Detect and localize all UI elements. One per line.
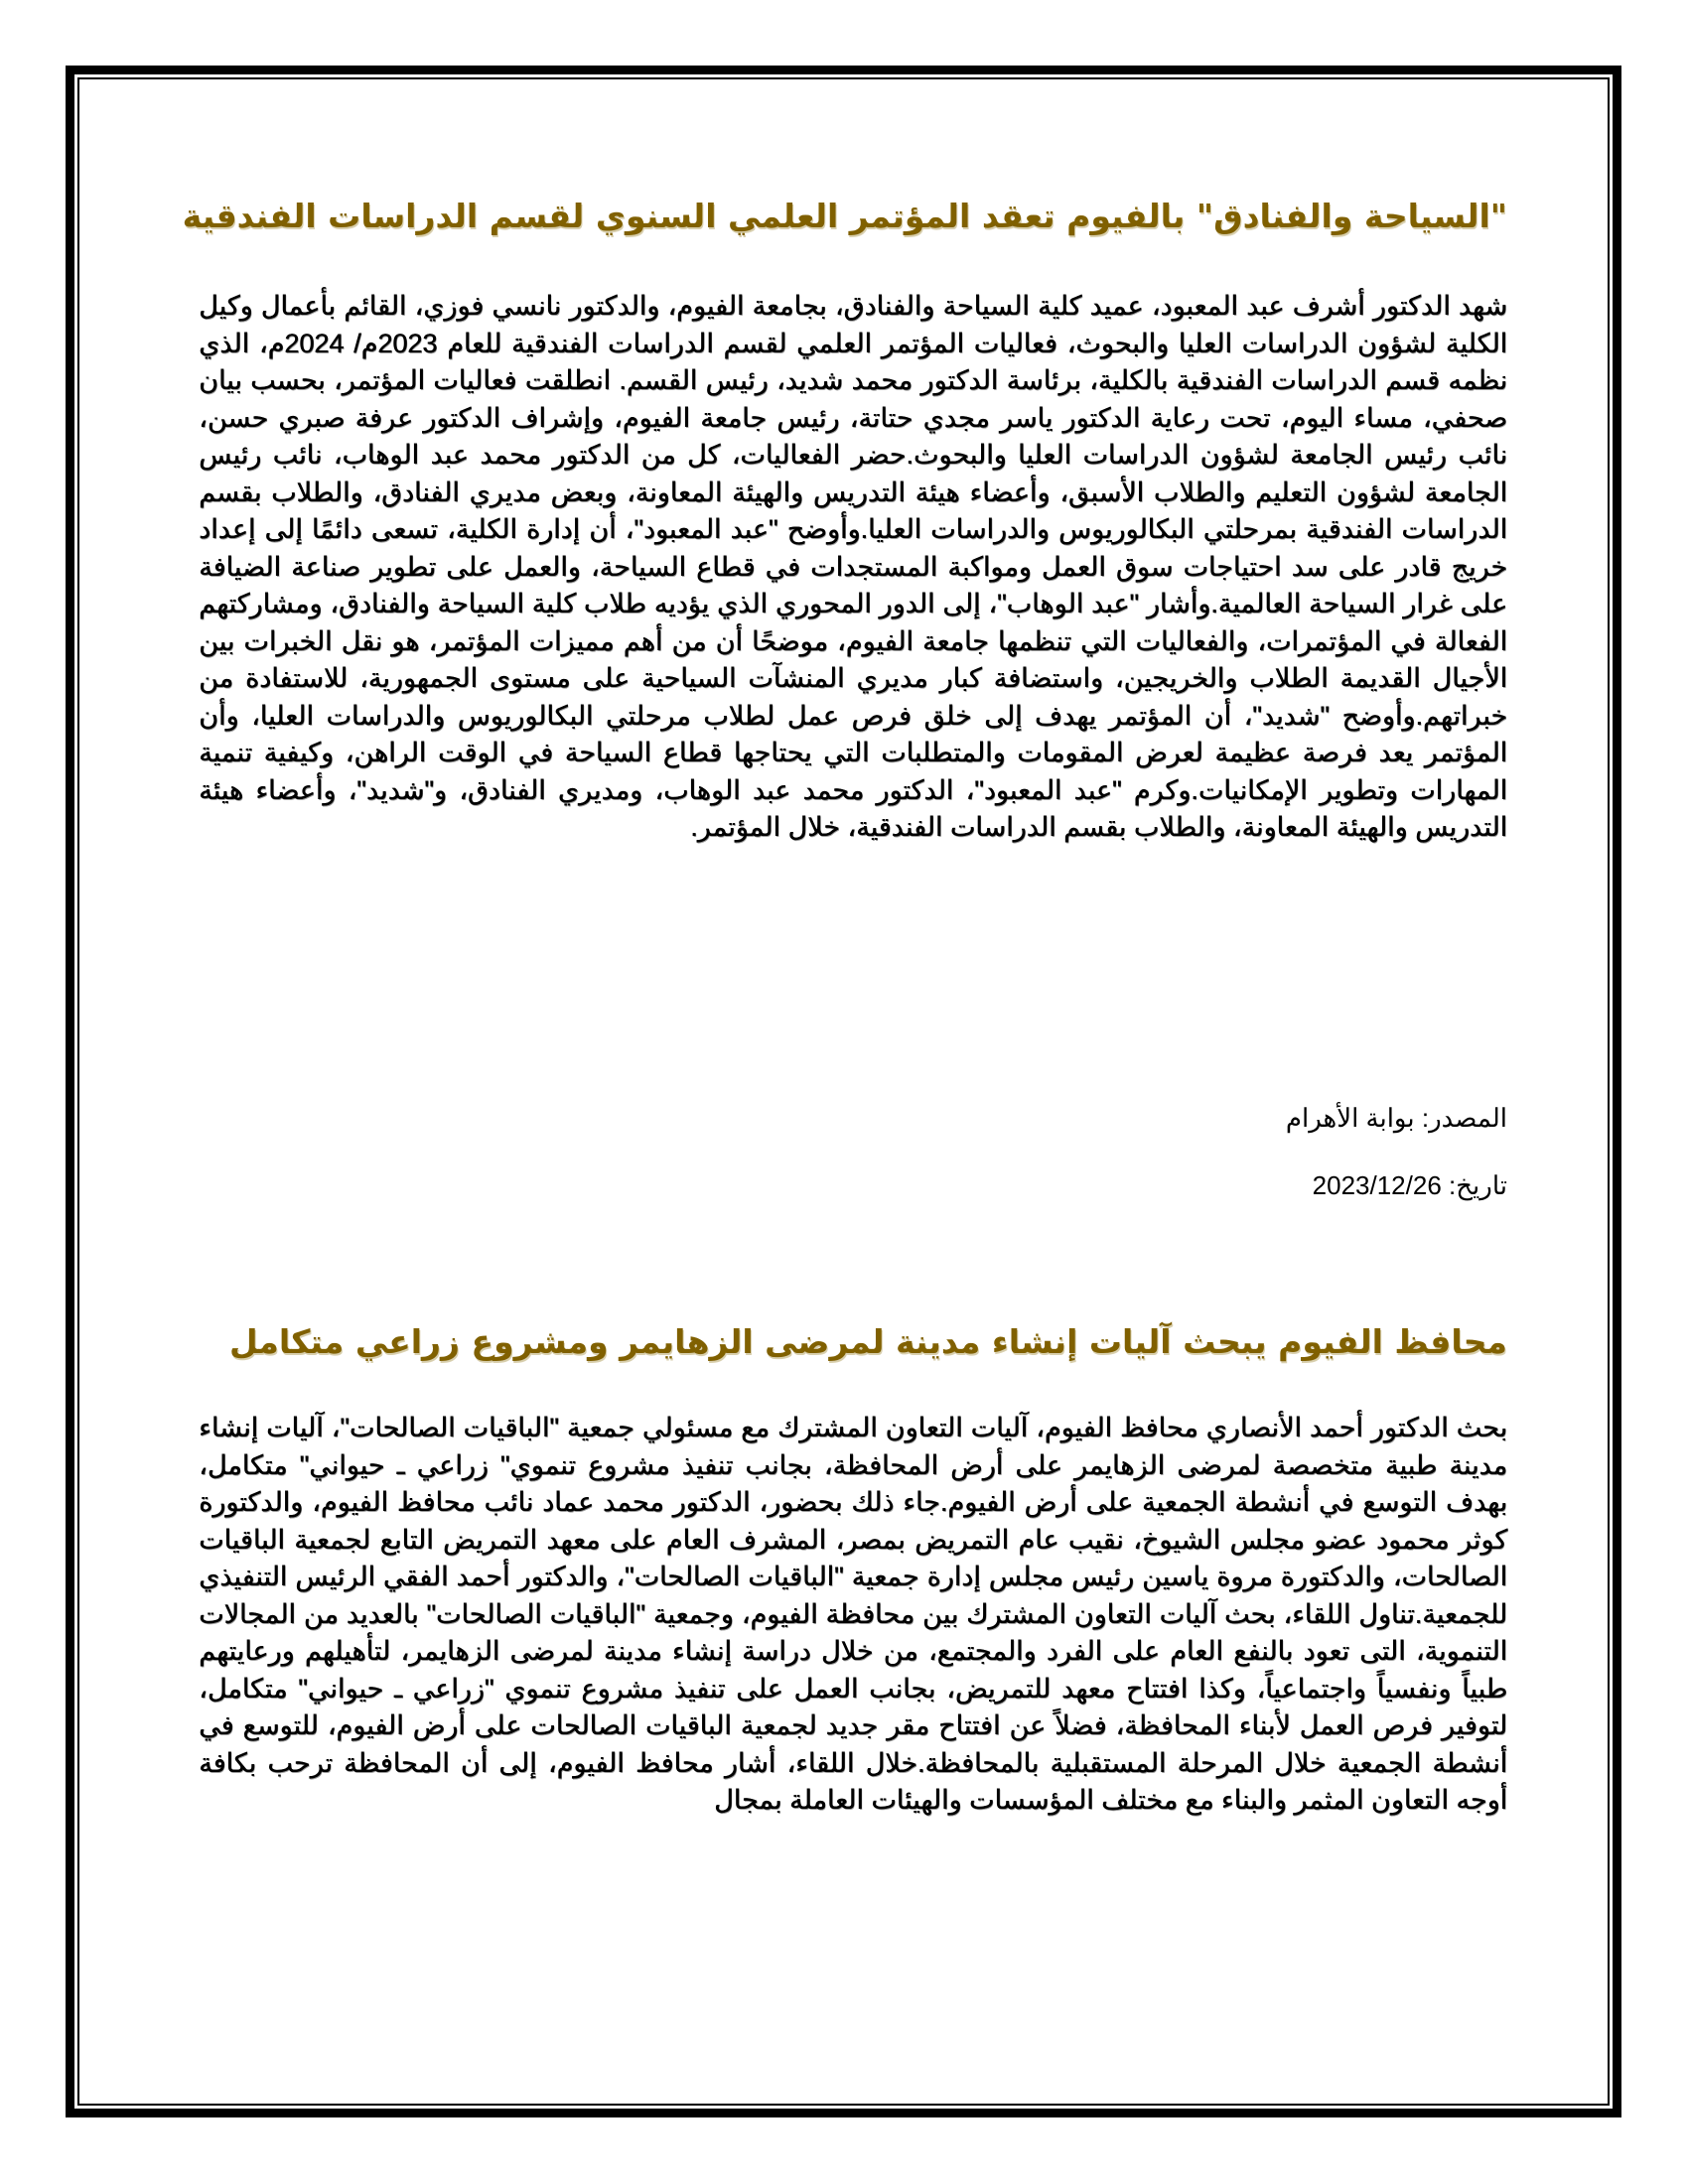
- source-value: بوابة الأهرام: [1285, 1103, 1415, 1133]
- source-label: المصدر:: [1421, 1103, 1507, 1133]
- article-1-body: شهد الدكتور أشرف عبد المعبود، عميد كلية السياحة والفنادق، بجامعة الفيوم، والدكتور نانسي فوزي، القائم بأعمال وكيل الكلية لشؤون الدراسات العليا والبحوث، فعاليات المؤتمر العلمي لقسم الدراسات الفندقية للعام 2023م/ 2024م، الذي نظمه قسم الدراسات الفندقية بالكلية، برئاسة الدكتور محمد شديد، رئيس القسم. انطلقت فعاليات المؤتمر، بحسب بيان صحفي، مساء اليوم، تحت رعاية الدكتور ياسر مجدي حتاتة، رئيس جامعة الفيوم، وإشراف الدكتور عرفة صبري حسن، نائب رئيس الجامعة لشؤون الدراسات العليا والبحوث.حضر الفعاليات، كل من الدكتور محمد عبد الوهاب، نائب رئيس الجامعة لشؤون التعليم والطلاب الأسبق، وأعضاء هيئة التدريس والهيئة المعاونة، وبعض مديري الفنادق، والطلاب بقسم الدراسات الفندقية بمرحلتي البكالوريوس والدراسات العليا.وأوضح "عبد المعبود"، أن إدارة الكلية، تسعى دائمًا إلى إعداد خريج قادر على سد احتياجات سوق العمل ومواكبة المستجدات في قطاع السياحة، والعمل على تطوير صناعة الضيافة على غرار السياحة العالمية.وأشار "عبد الوهاب"، إلى الدور المحوري الذي يؤديه طلاب كلية السياحة والفنادق، ومشاركتهم الفعالة في المؤتمرات، والفعاليات التي تنظمها جامعة الفيوم، موضحًا أن من أهم مميزات المؤتمر، هو نقل الخبرات بين الأجيال القديمة الطلاب والخريجين، واستضافة كبار مديري المنشآت السياحية على مستوى الجمهورية، للاستفادة من خبراتهم.وأوضح "شديد"، أن المؤتمر يهدف إلى خلق فرص عمل لطلاب مرحلتي البكالوريوس والدراسات العليا، وأن المؤتمر يعد فرصة عظيمة لعرض المقومات والمتطلبات التي يحتاجها قطاع السياحة في الوقت الراهن، وكيفية تنمية المهارات وتطوير الإمكانيات.وكرم "عبد المعبود"، الدكتور محمد عبد الوهاب، ومديري الفنادق، و"شديد"، وأعضاء هيئة التدريس والهيئة المعاونة، والطلاب بقسم الدراسات الفندقية، خلال المؤتمر.: [199, 291, 1507, 842]
- article-1-title: "السياحة والفنادق" بالفيوم تعقد المؤتمر العلمي السنوي لقسم الدراسات الفندقية: [182, 197, 1507, 235]
- article-2-body: بحث الدكتور أحمد الأنصاري محافظ الفيوم، آليات التعاون المشترك مع مسئولي جمعية "الباقيات الصالحات"، آليات إنشاء مدينة طبية متخصصة لمرضى الزهايمر على أرض المحافظة، بجانب تنفيذ مشروع تنموي" زراعي ـ حيواني" متكامل، بهدف التوسع في أنشطة الجمعية على أرض الفيوم.جاء ذلك بحضور، الدكتور محمد عماد نائب محافظ الفيوم، والدكتورة كوثر محمود عضو مجلس الشيوخ، نقيب عام التمريض بمصر، المشرف العام على معهد التمريض التابع لجمعية الباقيات الصالحات، والدكتورة مروة ياسين رئيس مجلس إدارة جمعية "الباقيات الصالحات"، والدكتور أحمد الفقي الرئيس التنفيذي للجمعية.تناول اللقاء، بحث آليات التعاون المشترك بين محافظة الفيوم، وجمعية "الباقيات الصالحات" بالعديد من المجالات التنموية، التى تعود بالنفع العام على الفرد والمجتمع، من خلال دراسة إنشاء مدينة لمرضى الزهايمر، لتأهيلهم ورعايتهم طبياً ونفسياً واجتماعياً، وكذا افتتاح معهد للتمريض، بجانب العمل على تنفيذ مشروع تنموي "زراعي ـ حيواني" متكامل، لتوفير فرص العمل لأبناء المحافظة، فضلاً عن افتتاح مقر جديد لجمعية الباقيات الصالحات على أرض الفيوم، للتوسع في أنشطة الجمعية خلال المرحلة المستقبلية بالمحافظة.خلال اللقاء، أشار محافظ الفيوم، إلى أن المحافظة ترحب بكافة أوجه التعاون المثمر والبناء مع مختلف المؤسسات والهيئات العاملة بمجال: [199, 1413, 1507, 1815]
- article-2-title: محافظ الفيوم يبحث آليات إنشاء مدينة لمرضى الزهايمر ومشروع زراعي متكامل: [228, 1322, 1507, 1361]
- article-1-source: [1286, 1102, 1507, 1134]
- date-label: تاريخ:: [1449, 1170, 1507, 1200]
- date-value: 2023/12/26: [1312, 1170, 1442, 1200]
- article-1-date: [1313, 1169, 1507, 1201]
